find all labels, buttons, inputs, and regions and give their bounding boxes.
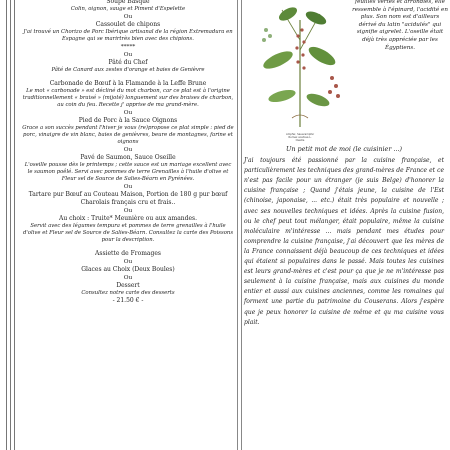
menu-dish-title: Glaces au Choix (Deux Boules) (81, 266, 175, 273)
menu-dish-title: Pied de Porc à la Sauce Oignons (78, 117, 178, 124)
illustration-caption (270, 133, 330, 142)
menu-dish-description: Pâté de Canard aux zestes d'orange et baies de Genièvre (51, 67, 205, 73)
menu-separator: Ou (123, 14, 133, 20)
menu-dish-title: Au choix : Truite* Meunière ou aux amandes. (58, 215, 198, 222)
illustration-caption-line: Ampfer, Sauerampfer (285, 133, 315, 136)
menu-separator: Ou (123, 110, 133, 116)
menu-dish-title: Cassoulet de chipons (95, 21, 161, 28)
illustration-caption-line: Rumex acetosa L. (288, 136, 312, 139)
menu-dish-title: - 21.50 € - (112, 297, 144, 304)
menu-dish-title: Pavé de Saumon, Sauce Oseille (80, 154, 176, 161)
left-border-ornament (4, 0, 18, 450)
menu-separator: Ou (123, 208, 133, 214)
menu-separator: Ou (123, 184, 133, 190)
chef-note (244, 144, 444, 328)
menu-dish-title: Assiette de Fromages (95, 250, 161, 257)
sorrel-illustration (252, 0, 348, 128)
menu-dish-description: J'ai trouvé un Chorizo de Porc Ibérique artisanal de la région Extremadura en Espagne qui se marirtrès bien avec des chipions. (23, 29, 233, 42)
menu-dish-title: Soupe Basque (106, 0, 150, 5)
menu-separator: Ou (123, 259, 133, 265)
menu-dish-description: Le mot « carbonade » est décliné du mot charbon, car ce plat est à l'origine traditionnellement « braisé » (mijoté) longuement sur des braises de charbon, au coin du feu. Recette j' apprise de ma grand-mère. (22, 88, 234, 108)
illustration-caption-line: Oseille (295, 139, 305, 142)
menu-column (22, 0, 234, 450)
sorrel-info-text: feuilles vertes et arrondies, elle ressemble à l'épinard, l'acidité en plus. Son nom est d'ailleurs dérivé du latin "acidulés" qui signifie aigrelet. L'oseille était déjà très appréciée par les Égyptiens. (352, 0, 448, 51)
menu-dish-title: Dessert (116, 282, 140, 289)
chef-note-title: Un petit mot de moi (le cuisinier ...) (285, 145, 403, 153)
chef-note-body: J'ai toujours été passionné par la cuisine française, et particulièrement les techniques des grand-mères de France et ce n'est pas facile pour un étranger (je suis Belge) d'honorer la cuisine française ; Quand j'étais jeune, la cuisine de l'Est (chinoise, japonaise, ... etc.) était très populaire et nouvelle ; avec ses nouvelles techniques et idées. Après la cuisine fusion, ou le chef peut tout mélanger, était populaire, même la cuisine moléculaire m'intéresse ... mais pendant mes études pour comprendre la cuisine française, j'ai découvert que les mères de la France connaissent déjà beaucoup de ces techniques et idées qui étaient si populaires dans le passé. Mais toutes les cuisines est leurs grand-mères et c'est pour ça que je ne m'intéresse pas seulement à la cuisine française, mais aux cuisines du monde entier et aussi aux cuisines anciennes, comme les romaines qui forment une partie du patrimoine du Couserans. Alors j'espère que je peux honorer la cuisine de même et qu ma cuisine vous plait. (244, 157, 444, 326)
menu-separator: Ou (123, 52, 133, 58)
menu-dish-title: Pâté du Chef (108, 59, 148, 66)
menu-dish-description: L'oseille pousse dès le printemps ; cette sauce est un mariage excellent avec le saumon poêlé. Servi avec pommes de terre Grenailles à l'huile d'olive et Fleur sel de Source de Salies-Béarn en Pyrénées. (24, 162, 232, 182)
menu-separator: Ou (123, 275, 133, 281)
menu-separator: ***** (120, 44, 136, 50)
menu-dish-description: Servit avec des légumes tempura et pommes de terre grenailles à l'huile d'olive et Fleur sel de Source de Salies-Béarn. Consultez la carte des Poissons pour la description. (22, 223, 234, 243)
menu-dish-description: Consultez notre carte des desserts (81, 290, 175, 296)
column-divider (236, 0, 244, 450)
menu-separator: Ou (123, 147, 133, 153)
menu-dish-description: Grace a son succès pendant l'hiver je vous (re)propose ce plat simple : pied de porc, vinaigre de vin blanc, baies de genièvres, beure de montagnes, farine et oignons (22, 125, 234, 145)
menu-dish-title: Carbonade de Bœuf à la Flamande à la Leffe Brune (49, 80, 207, 87)
menu-dish-title: Tartare pur Bœuf au Couteau Maison, Portion de 180 g pur bœuf Charolais français cru et frais.. (28, 191, 228, 206)
menu-dish-description: Colin, oignon, sauge et Piment d'Espelette (70, 6, 186, 12)
